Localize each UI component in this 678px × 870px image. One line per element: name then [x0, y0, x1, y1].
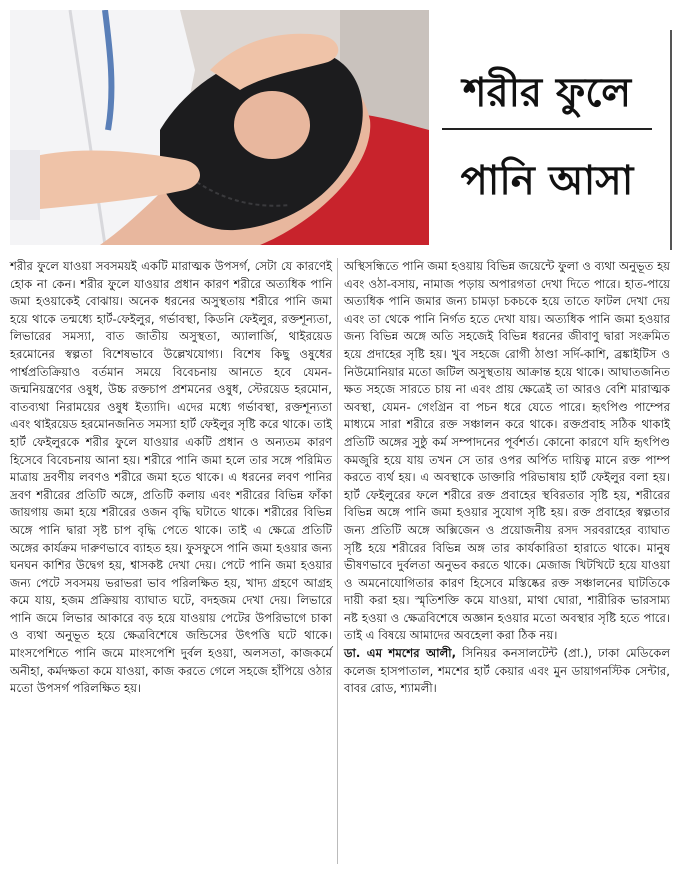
column-divider [337, 258, 338, 864]
author-details: সিনিয়র কনসালটেন্ট (প্রা.), ঢাকা মেডিকেল কলেজ হাসপাতাল, শমশের হার্ট কেয়ার এবং মুন ডায়াগনস্টিক সেন্টার, বাবর রোড, শ্যামলী। [344, 646, 670, 696]
knee-brace-illustration [10, 10, 429, 245]
headline-divider [442, 128, 652, 130]
knee-brace-photo [10, 10, 429, 245]
kneecap-opening [234, 91, 310, 159]
headline-line-1: শরীর ফুলে [462, 70, 632, 116]
article-column-left [10, 258, 332, 698]
article-paragraph-left: শরীর ফুলে যাওয়া সবসময়ই একটি মারাত্মক উপসর্গ, সেটা যে কারণেই হোক না কেন। শরীর ফুলে যাওয়ার প্রধান কারণ শরীরে অত্যধিক পানি জমা হওয়াকেই বোঝায়। অনেক ধরনের অসুস্থতায় শরীরে পানি জমা হয়ে থাকে তন্মধ্যে হার্ট-ফেইলুর, গর্ভাবস্থা, কিডনি ফেইলুর, রক্তশূন্যতা, লিভারের সমস্যা, বাত জাতীয় অসুস্থতা, অ্যালার্জি, থাইরয়েড হরমোনের স্বল্পতা বিশেষভাবে উল্লেখযোগ্য। বিশেষ কিছু ওষুধের পার্শ্বপ্রতিক্রিয়াও বর্তমান সময়ে বিবেচনায় আনতে হবে যেমন- জন্মনিয়ন্ত্রণের ওষুধ, উচ্চ রক্তচাপ প্রশমনের ওষুধ, স্টেরয়েড হরমোন, বাতব্যথা নিরাময়ের ওষুধ ইত্যাদি। এদের মধ্যে গর্ভাবস্থা, রক্তশূন্যতা এবং থাইরয়েড হরমোনজনিত সমস্যা হার্ট ফেইলুর সৃষ্টি করে থাকে। তাই হার্ট ফেইলুরকে শরীর ফুলে যাওয়ার একটি প্রধান ও অন্যতম কারণ হিসেবে বিবেচনায় আনা হয়। শরীরে পানি জমা হলে তার সঙ্গে পরিমিত মাত্রায় দ্রবণীয় লবণও শরীরে জমা হতে থাকে। এ ধরনের লবণ পানির দ্রবণ শরীরের প্রতিটি অঙ্গে, প্রতিটি কলায় এবং শরীরের বিভিন্ন ফাঁকা জায়গায় জমা হয়ে শরীরের ওজন বৃদ্ধি ঘটাতে থাকে। শরীরের বিভিন্ন অঙ্গে পানি দ্বারা সৃষ্ট চাপ বৃদ্ধি পেতে থাকে। তাই এ ক্ষেত্রে প্রতিটি অঙ্গের কার্যক্রম দারুণভাবে ব্যাহত হয়। ফুসফুসে পানি জমা হওয়ার জন্য ঘনঘন কাশির উদ্বেগ হয়, শ্বাসকষ্ট দেখা দেয়। পেটে পানি জমা হওয়ার জন্য পেটে সবসময় ভরাভরা ভাব পরিলক্ষিত হয়, খাদ্য গ্রহণে আগ্রহ কমে যায়, হজম প্রক্রিয়ায় ব্যাঘাত ঘটে, বদহজম দেখা দেয়। লিভারে পানি জমে লিভার আকারে বড় হয়ে যাওয়ায় পেটের উপরিভাগে চাকা ও ব্যথা অনুভূত হয়ে ক্ষেত্রবিশেষে জন্ডিসের উৎপত্তি ঘটে থাকে। মাংসপেশিতে পানি জমে মাংসপেশি দুর্বল হওয়া, অলসতা, কাজকর্মে অনীহা, কর্মদক্ষতা কমে যাওয়া, কাজ করতে গেলে সহজে হাঁপিয়ে ওঠার মতো উপসর্গ পরিলক্ষিত হয়। [10, 259, 332, 696]
author-credit [344, 645, 670, 698]
headline-line-2: পানি আসা [460, 158, 634, 204]
author-name: ডা. এম শমশের আলী, [344, 646, 457, 661]
coat-cuff [10, 150, 40, 220]
article-paragraph-right: অস্থিসন্ধিতে পানি জমা হওয়ায় বিভিন্ন জয়েন্টে ফুলা ও ব্যথা অনুভূত হয় এবং ওঠা-বসায়, নামাজ পড়ায় অপারগতা দেখা দিতে পারে। হাত-পায়ে অত্যধিক পানি জমার জন্য চামড়া চকচকে হয়ে তাতে ফাটল দেখা দেয় এবং তা থেকে পানি নির্গত হতে দেখা যায়। অত্যধিক পানি জমা হওয়ার জন্য বিভিন্ন অঙ্গে অতি সহজেই বিভিন্ন ধরনের জীবাণু দ্বারা সংক্রমিত হয়ে প্রদাহের সৃষ্টি হয়। খুব সহজে রোগী ঠাণ্ডা সর্দি-কাশি, ব্রঙ্কাইটিস ও নিউমোনিয়ার মতো জটিল অসুস্থতায় আক্রান্ত হয়ে থাকে। আঘাতজনিত ক্ষত সহজে সারতে চায় না এবং প্রায় ক্ষেত্রেই তা আরও বেশি মারাত্মক অবস্থা, যেমন- গেংগ্রিন বা পচন ধরে যেতে পারে। হৃৎপিণ্ড পাম্পের মাধ্যমে সারা শরীরে রক্ত সঞ্চালন করে থাকে। রক্তপ্রবাহ সঠিক থাকাই প্রতিটি অঙ্গের সুষ্ঠু কর্ম সম্পাদনের পূর্বশর্ত। কোনো কারণে যদি হৃৎপিণ্ড কমজুরি হয়ে যায় তখন সে তার ওপর অর্পিত দায়িত্ব মানে রক্ত পাম্প করতে ব্যর্থ হয়। এ অবস্থাকে ডাক্তারি পরিভাষায় হার্ট ফেইলুর বলা হয়। হার্ট ফেইলুরের ফলে শরীরে রক্ত প্রবাহের স্থবিরতার সৃষ্টি হয়, শরীরের বিভিন্ন অঙ্গে পানি জমা হওয়ার সুযোগ সৃষ্টি হয়। রক্ত প্রবাহের স্বল্পতার জন্য প্রতিটি অঙ্গে অক্সিজেন ও প্রয়োজনীয় রসদ সরবরাহের ব্যাঘাত সৃষ্টি হয়ে শরীরের বিভিন্ন অঙ্গ তার কার্যকারিতা হারাতে থাকে। মানুষ ভীষণভাবে দুর্বলতা অনুভব করতে থাকে। মেজাজ খিটখিটে হয়ে যাওয়া ও অমনোযোগিতার কারণ হিসেবে মস্তিষ্কের রক্ত সঞ্চালনের ঘাটতিকে দায়ী করা হয়। স্মৃতিশক্তি কমে যাওয়া, মাথা ঘোরা, শারীরিক ভারসাম্য নষ্ট হওয়া ও ক্ষেত্রবিশেষে অজ্ঞান হওয়ার মতো অবস্থার সৃষ্টি হতে পারে। তাই এ বিষয়ে আমাদের অবহেলা করা ঠিক নয়। [344, 259, 670, 643]
headline [436, 64, 658, 210]
margin-rule [670, 30, 672, 250]
article-column-right [344, 258, 670, 698]
